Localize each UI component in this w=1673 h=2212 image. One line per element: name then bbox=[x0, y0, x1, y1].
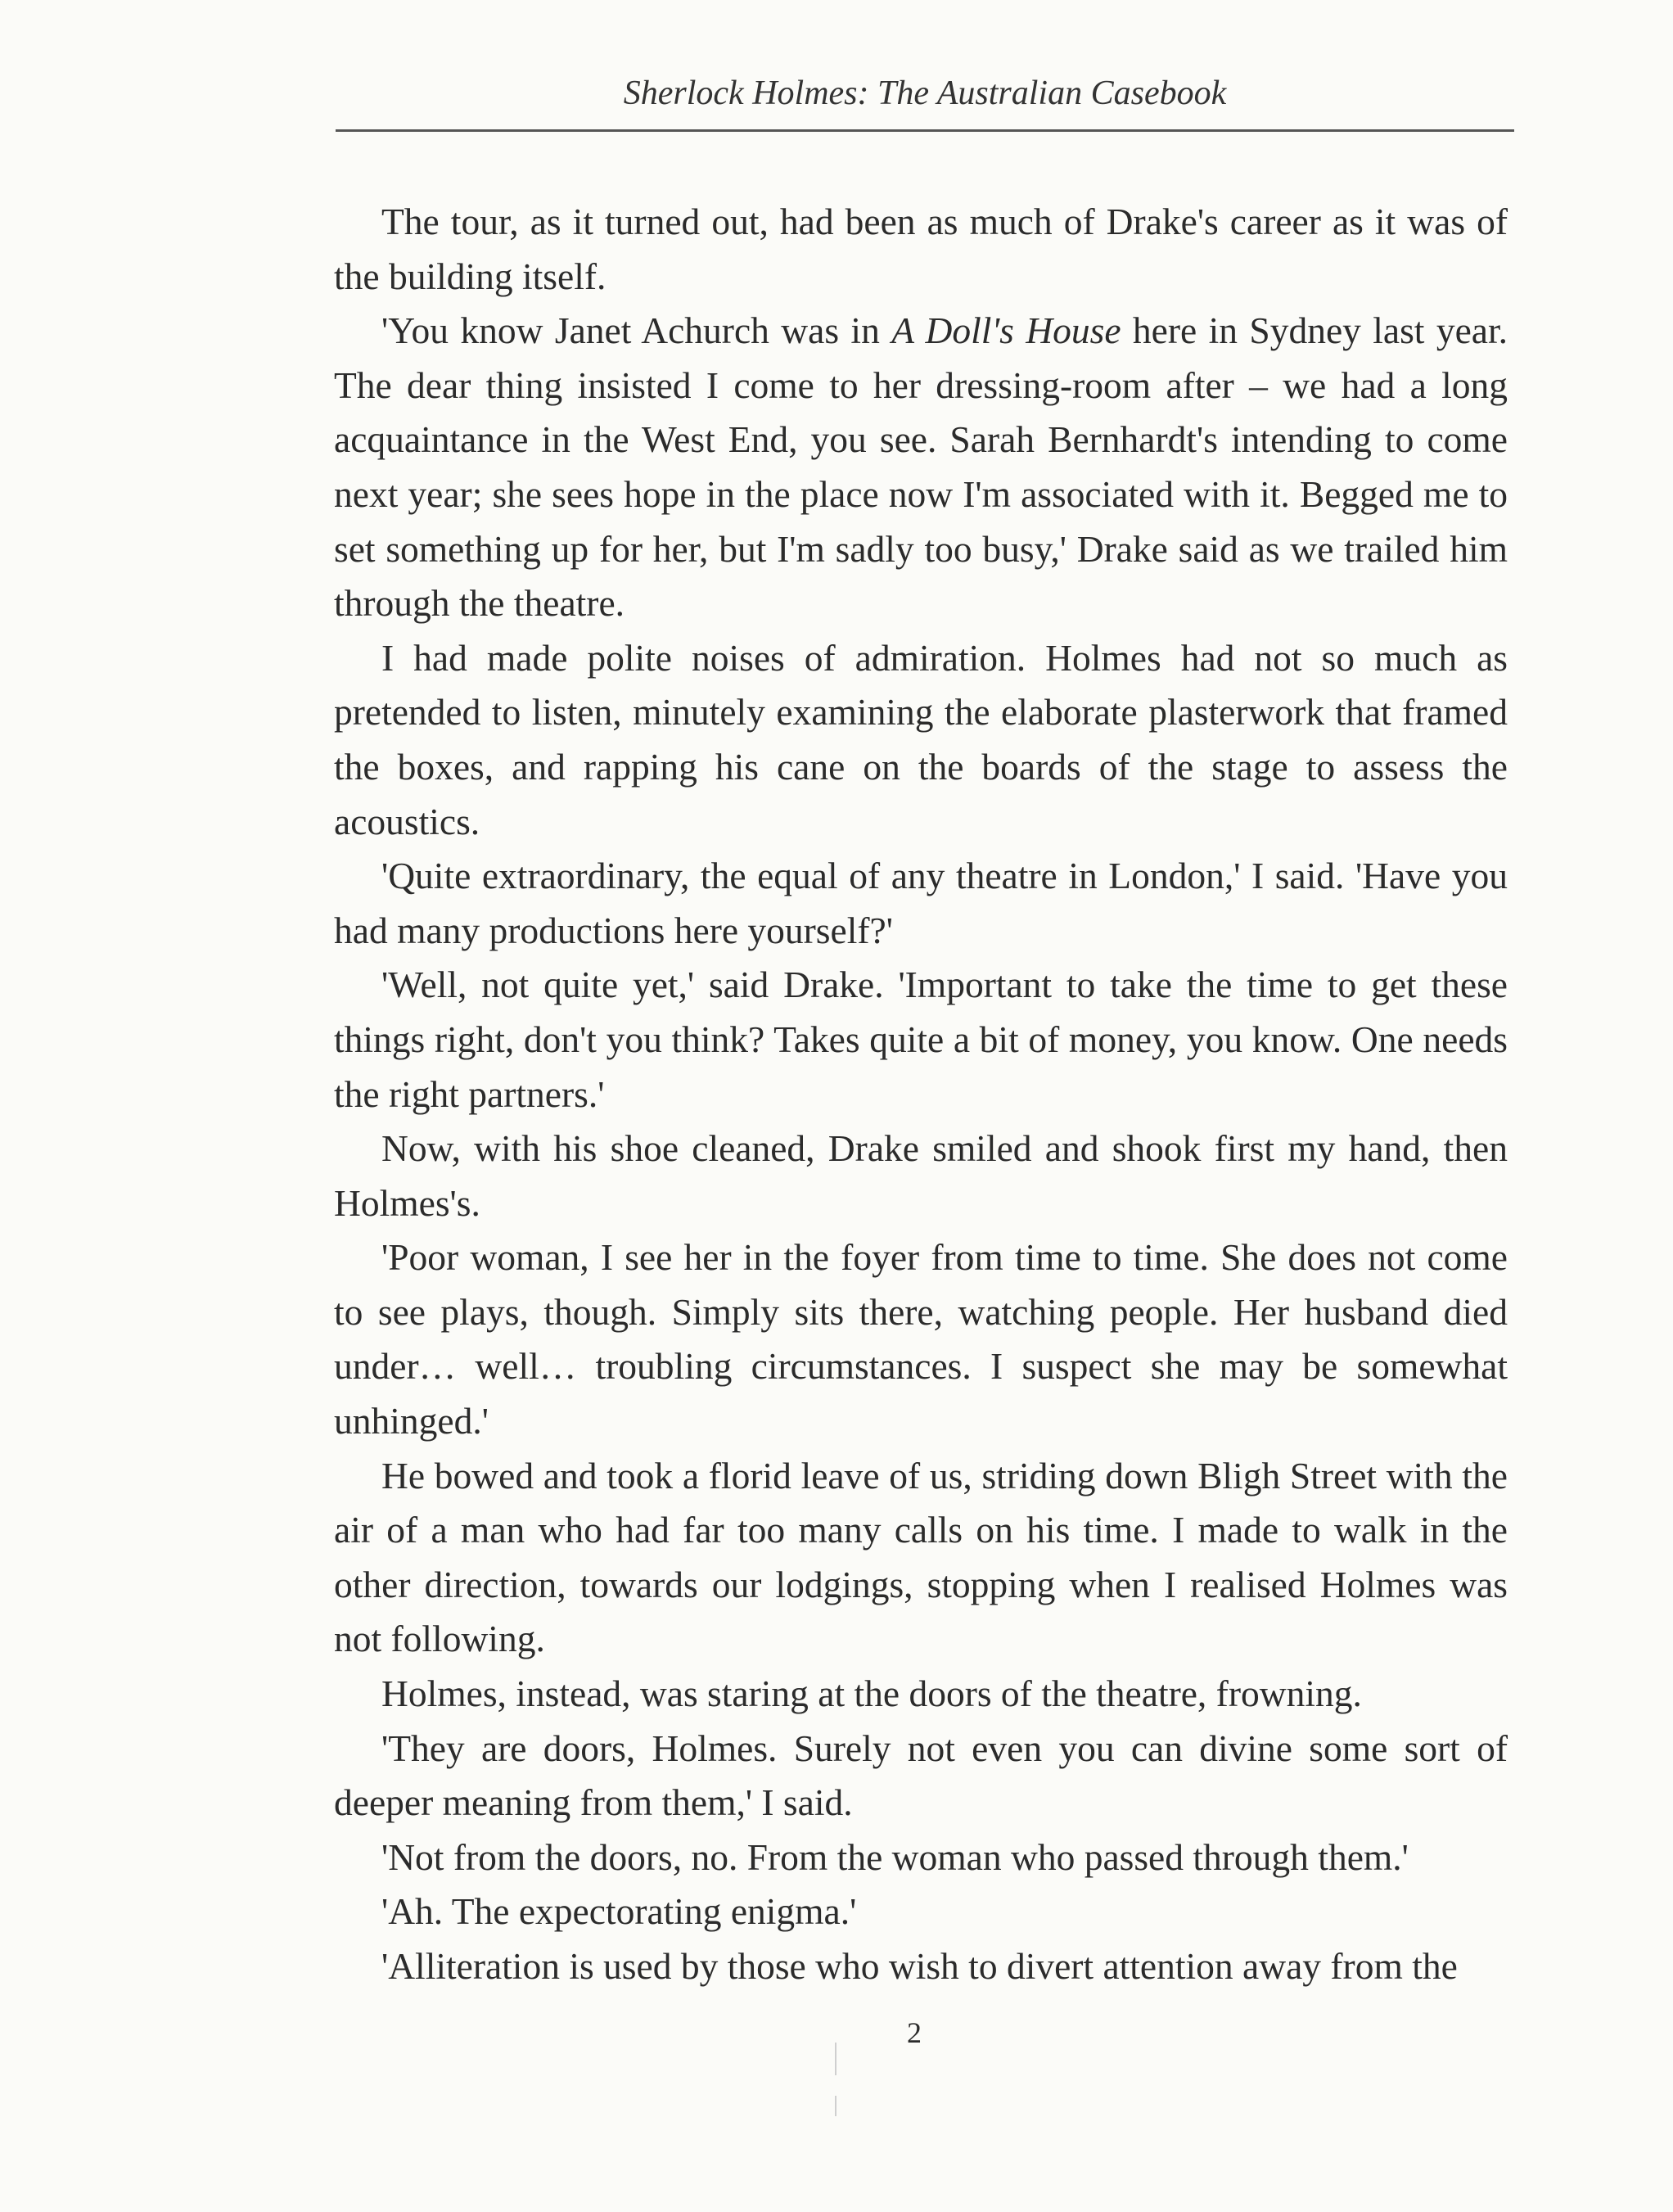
paragraph: 'Well, not quite yet,' said Drake. 'Important to take the time to get these things right, don't you think? Takes quite a bit of money, you know. One needs the right partners.' bbox=[334, 964, 1508, 1115]
paragraph-text: here in Sydney last year. The dear thing insisted I come to her dressing-room after – we had a long acquaintance in the West End, you see. Sarah Bernhardt's intending to come next year; she sees hope in the place now I'm associated with it. Begged me to set something up for her, but I'm sadly too busy,' Drake said as we trailed him through the theatre. bbox=[334, 309, 1508, 625]
paragraph: 'Quite extraordinary, the equal of any theatre in London,' I said. 'Have you had many productions here yourself?' bbox=[334, 855, 1508, 951]
paragraph: 'Alliteration is used by those who wish to divert attention away from the bbox=[381, 1945, 1458, 1987]
paragraph: 'Ah. The expectorating enigma.' bbox=[381, 1890, 857, 1933]
header-rule bbox=[336, 129, 1514, 132]
paragraph: 'Poor woman, I see her in the foyer from time to time. She does not come to see plays, though. Simply sits there, watching people. Her husband died under… well… troubling circumstances. I suspect she may be somewhat unhinged.' bbox=[334, 1236, 1508, 1442]
scan-artifact bbox=[835, 2096, 836, 2116]
paragraph-text: 'You know Janet Achurch was in bbox=[381, 309, 892, 352]
running-head: Sherlock Holmes: The Australian Casebook bbox=[623, 74, 1227, 112]
paragraph: Now, with his shoe cleaned, Drake smiled and shook first my hand, then Holmes's. bbox=[334, 1127, 1508, 1224]
paragraph: Holmes, instead, was staring at the doors of the theatre, frowning. bbox=[381, 1673, 1362, 1715]
paragraph: He bowed and took a florid leave of us, striding down Bligh Street with the air of a man who had far too many calls on his time. I made to walk in the other direction, towards our lodgings, stopping when I realised Holmes was not following. bbox=[334, 1454, 1508, 1660]
scan-artifact bbox=[835, 2043, 836, 2075]
paragraph: I had made polite noises of admiration. Holmes had not so much as pretended to listen, minutely examining the elaborate plasterwork that framed the boxes, and rapping his cane on the boards of the stage to assess the acoustics. bbox=[334, 636, 1508, 842]
play-title: A Doll's House bbox=[891, 309, 1121, 352]
paragraph: 'Not from the doors, no. From the woman who passed through them.' bbox=[381, 1835, 1409, 1878]
paragraph: The tour, as it turned out, had been as much of Drake's career as it was of the building itself. bbox=[334, 201, 1508, 297]
paragraph: 'They are doors, Holmes. Surely not even you can divine some sort of deeper meaning from them,' I said. bbox=[334, 1727, 1508, 1824]
page-number: 2 bbox=[907, 2016, 922, 2049]
body-text bbox=[334, 195, 1508, 1994]
paragraph bbox=[334, 304, 1508, 631]
